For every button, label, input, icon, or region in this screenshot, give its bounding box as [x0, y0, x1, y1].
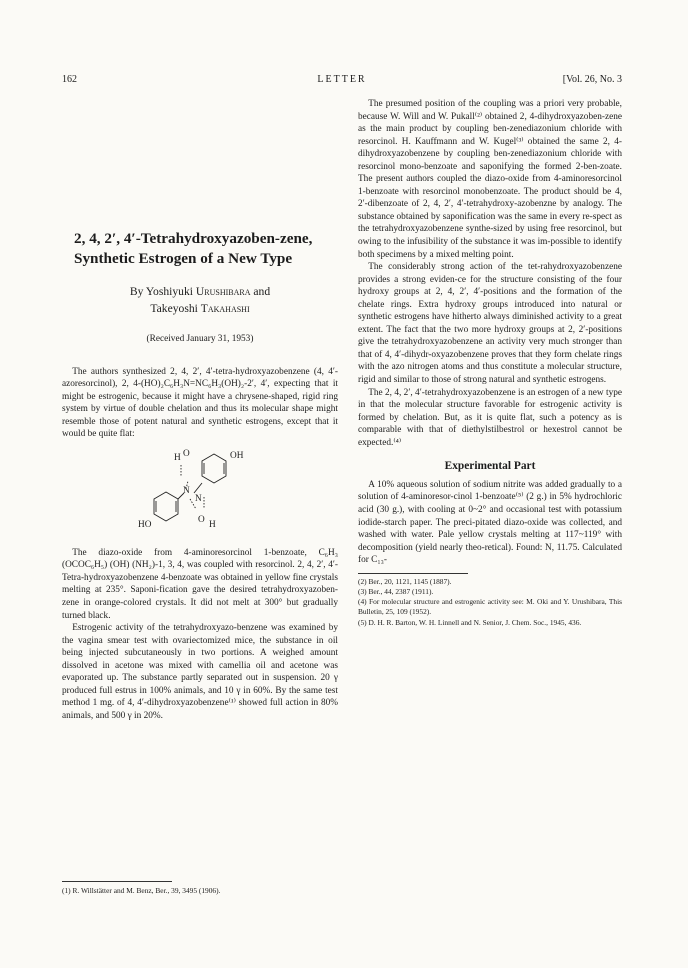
o-bottom-label: O — [198, 514, 205, 525]
ring-lower — [154, 492, 178, 521]
ho-bottom-label: HO — [138, 519, 152, 530]
footnote-rule-right — [358, 573, 468, 574]
o-top-label: O — [183, 448, 190, 459]
right-column — [358, 98, 622, 628]
n1-label: N — [183, 485, 190, 496]
author2-given: Takeyoshi — [150, 302, 201, 315]
running-header — [62, 74, 622, 88]
footnote-1: (1) R. Willstätter and M. Benz, Ber., 39, 3495 (1906). — [62, 886, 221, 895]
n2-label: N — [195, 493, 202, 504]
h-bottom-label: H — [209, 519, 216, 530]
journal-section: LETTER — [317, 74, 367, 85]
left-footnotes — [62, 881, 338, 896]
byline-prefix: By Yoshiyuki — [129, 285, 196, 298]
author2-surname: Takahashi — [200, 302, 250, 315]
right-paragraph-3: The 2, 4, 2′, 4′-tetrahydroxyazobenzene is an estrogen of a new type in that the molecular structure favorable for estrogenic activity is formed by chelation. But, as it is quite flat, such a potency as is comparable with that of diethylstilbestrol or hexestrol cannot be expected.⁽⁴⁾ — [358, 387, 622, 448]
right-paragraph-1: The presumed position of the coupling was a priori very probable, because W. Will and W. Pukall⁽²⁾ obtained 2, 4-dihydroxyazoben-zene as the main product by coupling ben-zenediazonium chloride with resorcinol. H. Kauffmann and W. Kugel⁽³⁾ obtained the same 2, 4-dihydroxyazobenzene by coupling ben-zenediazonium chloride with resorcinol mono-benzoate and saponifying the formed 2-ben-zoate. The present authors coupled the diazo-oxide from 4-aminoresorcinol 1-benzoate with resorcinol monobenzoate. The product should be 4, 2′-dibenzoate of 2, 4, 2′, 4′-tetrahydroxy-azobenzne by analogy. The substance obtained by saponification was the same in every re-spect as the tetrahydroxyazobenzene synthe-sized by using free resorcinol, but owing to the infusibility of the substance it was im-possible to identify both specimens by a mixed melting point. — [358, 99, 622, 260]
ring-upper — [202, 454, 226, 483]
left-paragraph-2: The diazo-oxide from 4-aminoresorcinol 1-benzoate, C₆H₃ (OCOC₆H₅) (OH) (NH₂)-1, 3, 4, was coupled with resorcinol. 2, 4, 2′, 4′-Tetra-hydroxyazobenzene 4-benzoate was obtained in yellow fine crystals melting at 235°. Saponi-fication gave the desired tetrahydroxyazoben-zene in orange-colored crystals. It did not melt at 300° but gradually turned black. — [62, 547, 338, 621]
right-footnotes — [358, 573, 622, 628]
author1-surname: Urushibara — [195, 285, 251, 298]
left-paragraph-3: Estrogenic activity of the tetrahydroxyazo-benzene was examined by the vagina smear test with ovariectomized mice, the substance in oil being injected subcutaneously in two portions. A weighed amount dissolved in acetone was mixed with camellia oil and acetone was evaporated up. The substance partly separated out in suspension. 20 γ produced full estrus in 100% animals, and 10 γ in 60%. By the same test method 1 mg. of 4, 4′-dihydroxyazobenzene⁽¹⁾ showed full action in 80% animals, and 500 γ in 20%. — [62, 623, 338, 721]
footnote-4: (4) For molecular structure and estrogenic activity see: M. Oki and Y. Urushibara, This Bulletin, 25, 109 (1952). — [358, 597, 622, 617]
oh-top-label: OH — [230, 450, 244, 461]
experimental-heading: Experimental Part — [444, 460, 536, 473]
page-number: 162 — [62, 74, 77, 85]
byline — [62, 283, 338, 317]
volume-info: [Vol. 26, No. 3 — [562, 74, 622, 85]
footnote-5: (5) D. H. R. Barton, W. H. Linnell and N. Senior, J. Chem. Soc., 1945, 436. — [358, 617, 582, 627]
footnote-2: (2) Ber., 20, 1121, 1145 (1887). — [358, 576, 452, 586]
right-paragraph-4: A 10% aqueous solution of sodium nitrite was added gradually to a solution of 4-aminoresor-cinol 1-benzoate⁽⁵⁾ (2 g.) in 5% hydrochloric acid (30 g.), with cooling at 0~2° and occasional test with potassium iodide-starch paper. The preci-pitated diazo-oxide was collected, and washed with water. Pale yellow crystals melting at 117~119° with decomposition (yield nearly theo-retical). Found: N, 11.75. Calculated for C₁₃- — [358, 479, 622, 566]
chemical-structure — [62, 447, 338, 543]
footnote-3: (3) Ber., 44, 2387 (1911). — [358, 586, 434, 596]
byline-and: and — [250, 285, 271, 298]
received-date: (Received January 31, 1953) — [146, 334, 254, 344]
article-title: 2, 4, 2′, 4′-Tetrahydroxyazoben-zene, Synthetic Estrogen of a New Type — [74, 230, 313, 267]
footnote-rule — [62, 881, 172, 882]
h-top-label: H — [174, 452, 181, 463]
left-column — [62, 98, 338, 722]
right-paragraph-2: The considerably strong action of the tet-rahydroxyazobenzene provides a strong eviden-ce for the structure consisting of the four hydroxy groups at 2, 4, 2′, 4′-positions and the formation of the chelate rings. Extra hydroxy groups introduced into natural or synthetic estrogens have hitherto always diminished activity to a great extent. The fact that the two more hydroxy groups at 2, 2′-positions give the tetrahydroxyazobenzene an activity very much stronger than that of 4, 4′-dihydr-oxyazobenzene proves that they form chelate rings with the azo nitrogen atoms and thus constitute a molecular structure, rigid and similar to those of strong natural and synthetic estrogens. — [358, 262, 622, 386]
left-paragraph-1: The authors synthesized 2, 4, 2′, 4′-tetra-hydroxyazobenzene (4, 4′-azoresorcinol), 2, 4-(HO)₂C₆H₃N=NC₆H₃(OH)₂-2′, 4′, expecting that it might be estrogenic, because it might have a chrysene-shaped, rigid ring system by virtue of double chelation and thus its molecular shape might resemble those of potent natural and synthetic estrogens, except that it would be quite flat: — [62, 366, 338, 440]
